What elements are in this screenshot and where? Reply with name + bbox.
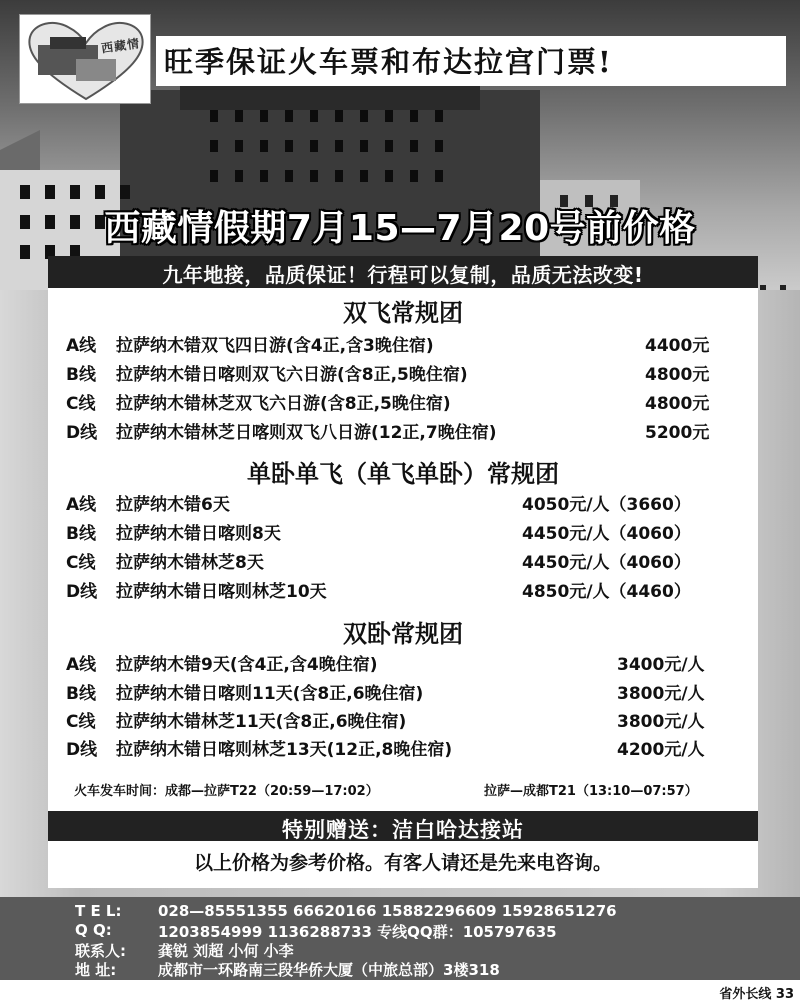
route-code: C线 [66, 712, 96, 732]
route-price: 4050元/人（3660） [522, 495, 691, 515]
route-code: B线 [66, 365, 96, 385]
route-row [66, 360, 726, 386]
route-price: 5200元 [645, 423, 710, 443]
route-row [66, 650, 726, 676]
headline-banner [156, 36, 786, 86]
route-code: D线 [66, 740, 98, 760]
contact-label: 联系人: [75, 942, 126, 960]
route-desc: 拉萨纳木错林芝双飞六日游(含8正,5晚住宿) [116, 394, 451, 414]
route-desc: 拉萨纳木错双飞四日游(含4正,含3晚住宿) [116, 336, 434, 356]
route-price: 4200元/人 [617, 740, 705, 760]
route-desc: 拉萨纳木错日喀则双飞六日游(含8正,5晚住宿) [116, 365, 468, 385]
route-row [66, 389, 726, 415]
contact-value: 028—85551355 66620166 15882296609 15928651276 [158, 902, 617, 920]
contact-value: 成都市一环路南三段华侨大厦（中旅总部）3楼318 [158, 961, 500, 979]
route-code: B线 [66, 684, 96, 704]
route-price: 4450元/人（4060） [522, 524, 691, 544]
route-desc: 拉萨纳木错日喀则8天 [116, 524, 281, 544]
price-note: 以上价格为参考价格。有客人请还是先来电咨询。 [193, 852, 612, 874]
route-price: 3400元/人 [617, 655, 705, 675]
section-title: 双卧常规团 [343, 619, 463, 648]
contact-label: T E L: [75, 902, 122, 920]
route-desc: 拉萨纳木错日喀则11天(含8正,6晚住宿) [116, 684, 424, 704]
route-desc: 拉萨纳木错林芝11天(含8正,6晚住宿) [116, 712, 407, 732]
route-price: 4800元 [645, 394, 710, 414]
route-row [66, 707, 726, 733]
route-desc: 拉萨纳木错林芝8天 [116, 553, 264, 573]
section-title: 双飞常规团 [343, 298, 463, 327]
route-code: C线 [66, 553, 96, 573]
contact-value: 1203854999 1136288733 专线QQ群：105797635 [158, 923, 557, 941]
route-code: D线 [66, 423, 98, 443]
slogan-bar [48, 256, 758, 288]
contact-panel [0, 897, 800, 980]
gift-bar [48, 811, 758, 841]
route-row [66, 331, 726, 357]
route-row [66, 519, 726, 545]
route-row [66, 679, 726, 705]
route-code: D线 [66, 582, 98, 602]
section-title: 单卧单飞（单飞单卧）常规团 [247, 459, 559, 488]
page-title: 西藏情假期7月15—7月20号前价格 [104, 208, 696, 249]
route-price: 4800元 [645, 365, 710, 385]
contact-label: 地 址: [75, 961, 117, 979]
route-price: 4850元/人（4460） [522, 582, 691, 602]
logo [19, 14, 151, 104]
route-code: A线 [66, 655, 97, 675]
train-outbound: 火车发车时间：成都—拉萨T22（20:59—17:02） [74, 784, 379, 799]
page-footer: 省外长线 33 [719, 987, 794, 1000]
logo-text: 西藏情 [100, 36, 141, 56]
train-return: 拉萨—成都T21（13:10—07:57） [484, 784, 698, 799]
route-row [66, 418, 726, 444]
contact-label: Q Q: [75, 921, 112, 939]
route-row [66, 548, 726, 574]
route-price: 3800元/人 [617, 684, 705, 704]
route-code: B线 [66, 524, 96, 544]
heart-logo-icon [20, 15, 152, 105]
route-desc: 拉萨纳木错日喀则林芝10天 [116, 582, 327, 602]
route-price: 3800元/人 [617, 712, 705, 732]
route-desc: 拉萨纳木错6天 [116, 495, 230, 515]
gift-text: 特别赠送：洁白哈达接站 [282, 818, 524, 842]
route-desc: 拉萨纳木错林芝日喀则双飞八日游(12正,7晚住宿) [116, 423, 497, 443]
route-row [66, 490, 726, 516]
route-code: A线 [66, 336, 97, 356]
route-code: C线 [66, 394, 96, 414]
route-row [66, 577, 726, 603]
route-code: A线 [66, 495, 97, 515]
route-desc: 拉萨纳木错9天(含4正,含4晚住宿) [116, 655, 378, 675]
route-desc: 拉萨纳木错日喀则林芝13天(12正,8晚住宿) [116, 740, 453, 760]
slogan-text: 九年地接，品质保证！行程可以复制，品质无法改变! [162, 263, 644, 287]
route-price: 4400元 [645, 336, 710, 356]
route-price: 4450元/人（4060） [522, 553, 691, 573]
route-row [66, 735, 726, 761]
headline-text: 旺季保证火车票和布达拉宫门票! [164, 45, 613, 79]
contact-value: 龚锐 刘超 小何 小李 [158, 942, 294, 960]
